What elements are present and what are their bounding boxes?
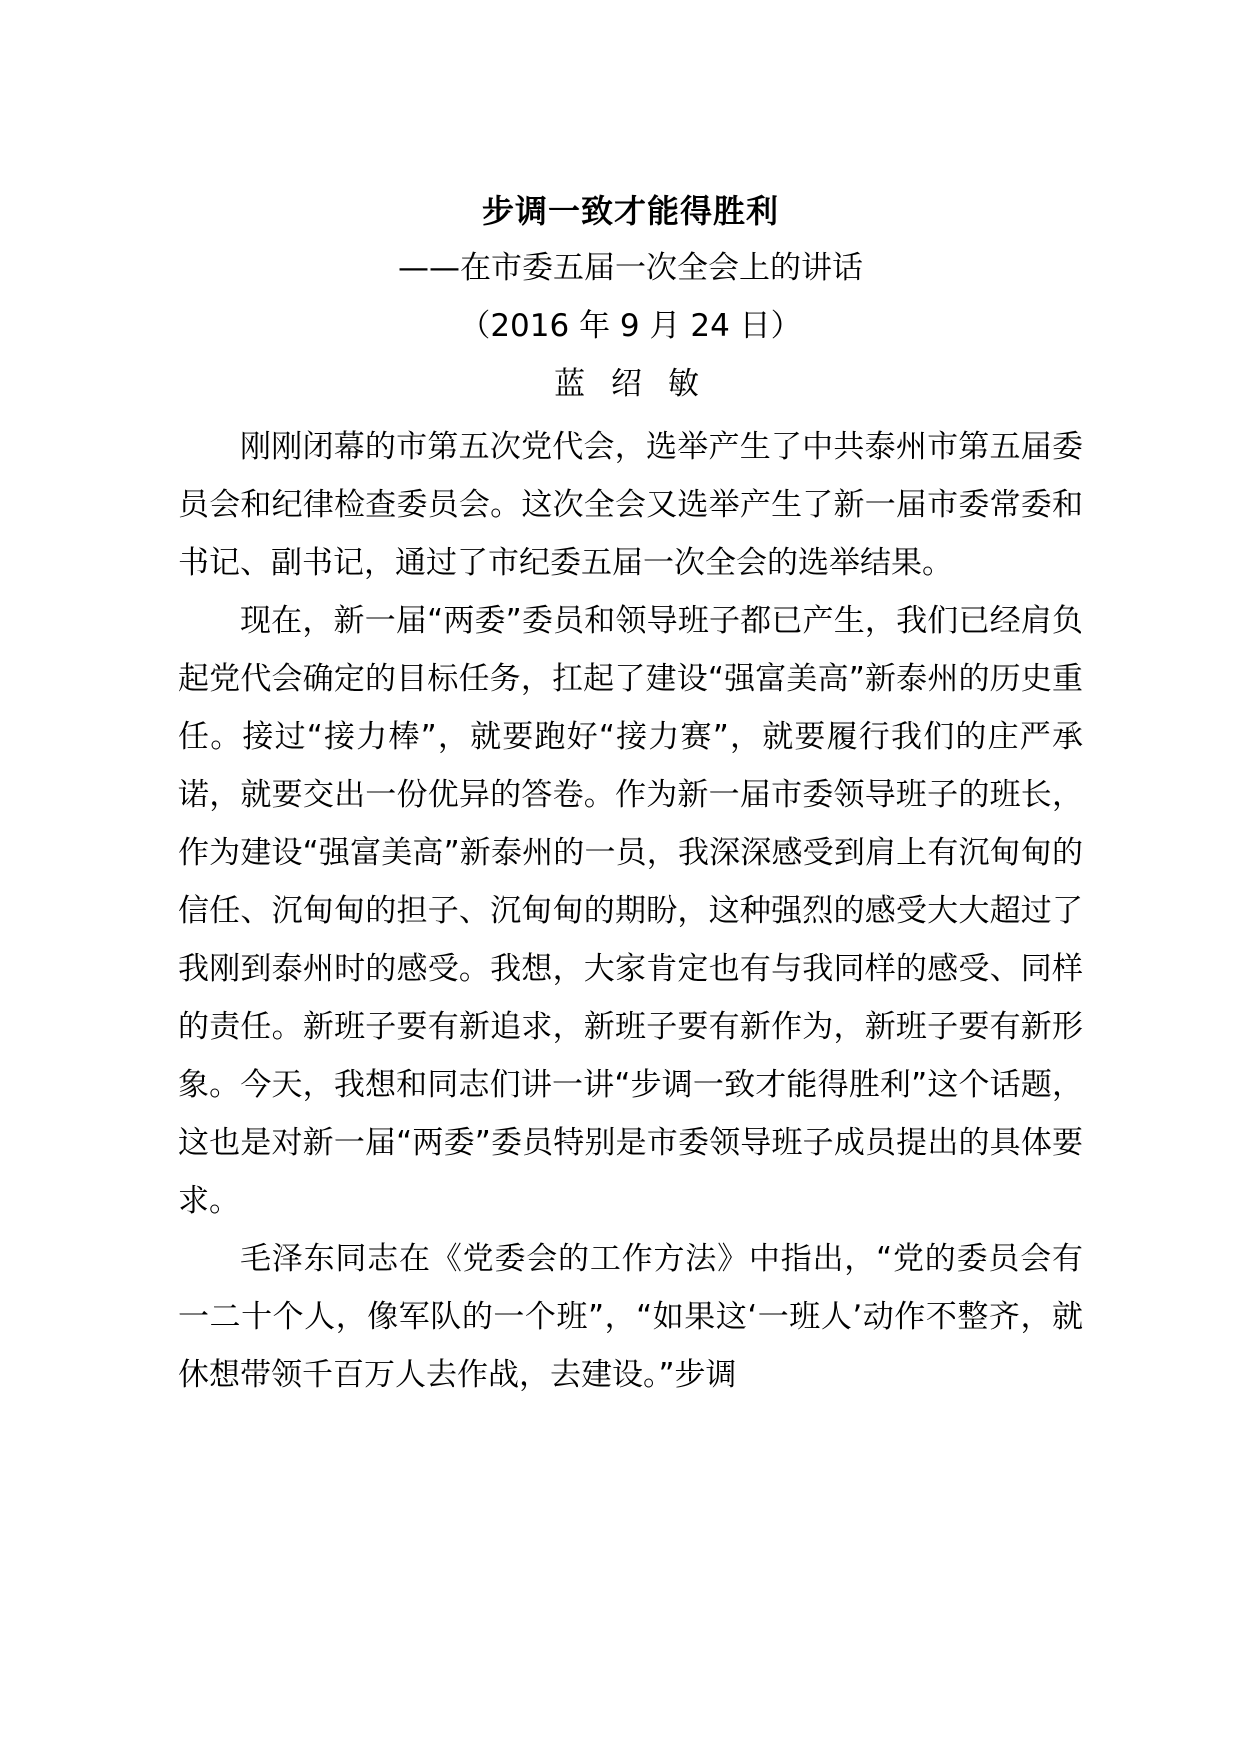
document-title: 步调一致才能得胜利: [481, 192, 779, 230]
document-subtitle: ——在市委五届一次全会上的讲话: [398, 250, 863, 286]
document-body: [178, 190, 1083, 1404]
paragraph-2: 现在，新一届“两委”委员和领导班子都已产生，我们已经肩负起党代会确定的目标任务，扛起了建设“强富美高”新泰州的历史重任。接过“接力棒”，就要跑好“接力赛”，就要履行我们的庄严承诺，就要交出一份优异的答卷。作为新一届市委领导班子的班长，作为建设“强富美高”新泰州的一员，我深深感受到肩上有沉甸甸的信任、沉甸甸的担子、沉甸甸的期盼，这种强烈的感受大大超过了我刚到泰州时的感受。我想，大家肯定也有与我同样的感受、同样的责任。新班子要有新追求，新班子要有新作为，新班子要有新形象。今天，我想和同志们讲一讲“步调一致才能得胜利”这个话题，这也是对新一届“两委”委员特别是市委领导班子成员提出的具体要求。: [178, 603, 1083, 1219]
paragraph-1: 刚刚闭幕的市第五次党代会，选举产生了中共泰州市第五届委员会和纪律检查委员会。这次全会又选举产生了新一届市委常委和书记、副书记，通过了市纪委五届一次全会的选举结果。: [178, 429, 1083, 581]
document-author: 蓝 绍 敏: [554, 366, 707, 402]
paragraph-3: 毛泽东同志在《党委会的工作方法》中指出，“党的委员会有一二十个人，像军队的一个班”，“如果这‘一班人’动作不整齐，就休想带领千百万人去作战，去建设。”步调: [178, 1241, 1083, 1393]
document-date: （2016 年 9 月 24 日）: [459, 308, 802, 344]
